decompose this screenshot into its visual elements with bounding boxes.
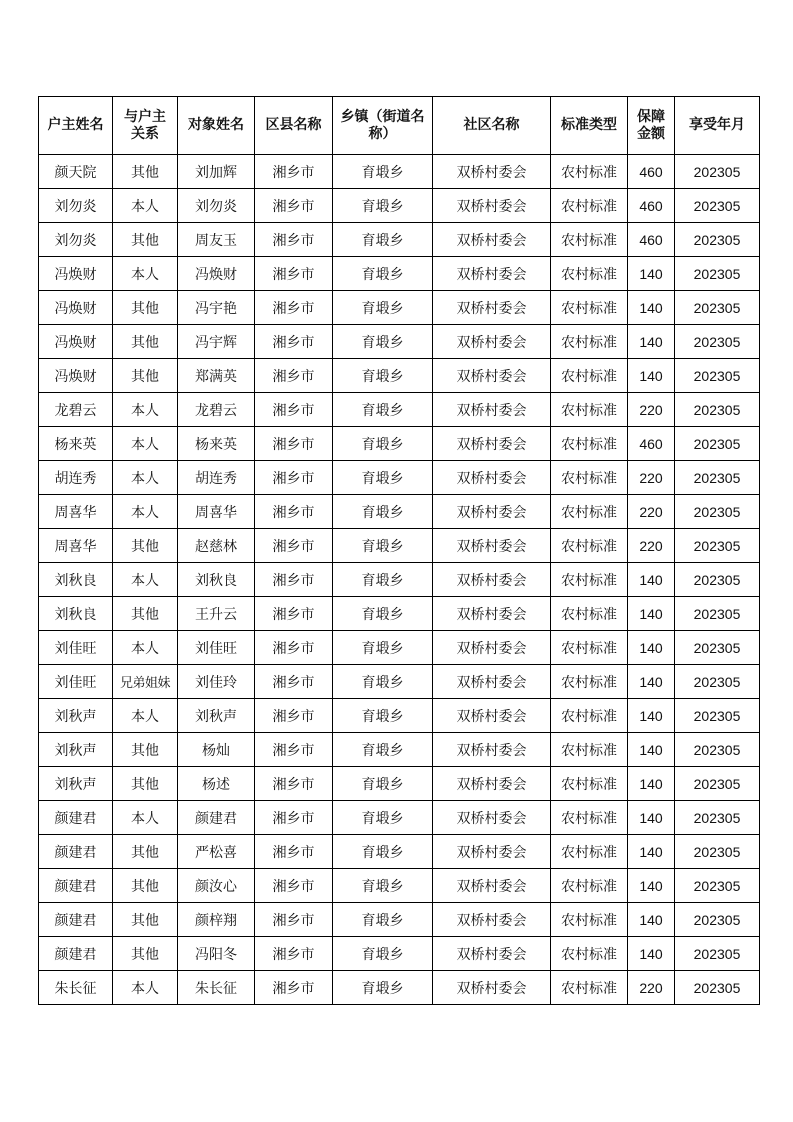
month-cell: 202305	[675, 529, 760, 563]
township-cell: 育塅乡	[333, 461, 433, 495]
county-cell: 湘乡市	[255, 597, 333, 631]
community-cell: 双桥村委会	[433, 665, 551, 699]
county-cell: 湘乡市	[255, 835, 333, 869]
township-cell: 育塅乡	[333, 597, 433, 631]
month-cell: 202305	[675, 631, 760, 665]
table-row	[39, 835, 760, 869]
month-cell: 202305	[675, 291, 760, 325]
householder-name-cell: 颜建君	[39, 869, 113, 903]
amount-cell: 140	[628, 835, 675, 869]
standard-type-cell: 农村标准	[551, 767, 628, 801]
township-cell: 育塅乡	[333, 937, 433, 971]
recipient-name-cell: 刘秋良	[178, 563, 255, 597]
relationship-cell: 本人	[113, 393, 178, 427]
table-row	[39, 291, 760, 325]
recipient-name-cell: 周喜华	[178, 495, 255, 529]
table-row	[39, 801, 760, 835]
table-row	[39, 937, 760, 971]
householder-name-cell: 刘秋声	[39, 699, 113, 733]
community-cell: 双桥村委会	[433, 461, 551, 495]
community-cell: 双桥村委会	[433, 869, 551, 903]
householder-name-cell: 刘勿炎	[39, 223, 113, 257]
householder-name-cell: 刘秋良	[39, 563, 113, 597]
col-header-amount: 保障金额	[628, 97, 675, 155]
county-cell: 湘乡市	[255, 903, 333, 937]
table-header-row	[39, 97, 760, 155]
community-cell: 双桥村委会	[433, 597, 551, 631]
standard-type-cell: 农村标准	[551, 869, 628, 903]
amount-cell: 220	[628, 529, 675, 563]
relationship-cell: 其他	[113, 937, 178, 971]
community-cell: 双桥村委会	[433, 937, 551, 971]
amount-cell: 220	[628, 393, 675, 427]
township-cell: 育塅乡	[333, 189, 433, 223]
community-cell: 双桥村委会	[433, 971, 551, 1005]
standard-type-cell: 农村标准	[551, 835, 628, 869]
county-cell: 湘乡市	[255, 155, 333, 189]
amount-cell: 140	[628, 325, 675, 359]
county-cell: 湘乡市	[255, 291, 333, 325]
recipient-name-cell: 郑满英	[178, 359, 255, 393]
month-cell: 202305	[675, 869, 760, 903]
recipient-name-cell: 刘加辉	[178, 155, 255, 189]
householder-name-cell: 颜天院	[39, 155, 113, 189]
relationship-cell: 其他	[113, 155, 178, 189]
county-cell: 湘乡市	[255, 529, 333, 563]
standard-type-cell: 农村标准	[551, 427, 628, 461]
amount-cell: 140	[628, 937, 675, 971]
standard-type-cell: 农村标准	[551, 801, 628, 835]
community-cell: 双桥村委会	[433, 359, 551, 393]
relationship-cell: 其他	[113, 325, 178, 359]
relationship-cell: 本人	[113, 189, 178, 223]
amount-cell: 140	[628, 869, 675, 903]
table-row	[39, 495, 760, 529]
month-cell: 202305	[675, 733, 760, 767]
month-cell: 202305	[675, 325, 760, 359]
county-cell: 湘乡市	[255, 393, 333, 427]
standard-type-cell: 农村标准	[551, 291, 628, 325]
county-cell: 湘乡市	[255, 495, 333, 529]
community-cell: 双桥村委会	[433, 699, 551, 733]
table-row	[39, 903, 760, 937]
month-cell: 202305	[675, 189, 760, 223]
householder-name-cell: 刘佳旺	[39, 665, 113, 699]
recipient-name-cell: 颜梓翔	[178, 903, 255, 937]
table-row	[39, 155, 760, 189]
relationship-cell: 本人	[113, 257, 178, 291]
standard-type-cell: 农村标准	[551, 563, 628, 597]
table-row	[39, 665, 760, 699]
township-cell: 育塅乡	[333, 155, 433, 189]
householder-name-cell: 龙碧云	[39, 393, 113, 427]
table-row	[39, 767, 760, 801]
community-cell: 双桥村委会	[433, 393, 551, 427]
table-row	[39, 325, 760, 359]
month-cell: 202305	[675, 665, 760, 699]
standard-type-cell: 农村标准	[551, 631, 628, 665]
table-row	[39, 971, 760, 1005]
table-body	[39, 155, 760, 1005]
recipient-name-cell: 冯焕财	[178, 257, 255, 291]
month-cell: 202305	[675, 835, 760, 869]
month-cell: 202305	[675, 597, 760, 631]
month-cell: 202305	[675, 427, 760, 461]
relationship-cell: 其他	[113, 869, 178, 903]
county-cell: 湘乡市	[255, 189, 333, 223]
recipient-name-cell: 冯阳冬	[178, 937, 255, 971]
county-cell: 湘乡市	[255, 665, 333, 699]
householder-name-cell: 冯焕财	[39, 359, 113, 393]
township-cell: 育塅乡	[333, 393, 433, 427]
month-cell: 202305	[675, 359, 760, 393]
month-cell: 202305	[675, 699, 760, 733]
amount-cell: 220	[628, 461, 675, 495]
col-header-relationship: 与户主关系	[113, 97, 178, 155]
county-cell: 湘乡市	[255, 359, 333, 393]
householder-name-cell: 周喜华	[39, 529, 113, 563]
county-cell: 湘乡市	[255, 801, 333, 835]
relationship-cell: 其他	[113, 733, 178, 767]
amount-cell: 140	[628, 801, 675, 835]
community-cell: 双桥村委会	[433, 495, 551, 529]
householder-name-cell: 颜建君	[39, 903, 113, 937]
standard-type-cell: 农村标准	[551, 461, 628, 495]
relationship-cell: 其他	[113, 903, 178, 937]
standard-type-cell: 农村标准	[551, 529, 628, 563]
community-cell: 双桥村委会	[433, 733, 551, 767]
col-header-recipient-name: 对象姓名	[178, 97, 255, 155]
table-row	[39, 223, 760, 257]
month-cell: 202305	[675, 937, 760, 971]
county-cell: 湘乡市	[255, 257, 333, 291]
relationship-cell: 本人	[113, 699, 178, 733]
county-cell: 湘乡市	[255, 461, 333, 495]
recipient-name-cell: 颜汝心	[178, 869, 255, 903]
month-cell: 202305	[675, 257, 760, 291]
county-cell: 湘乡市	[255, 733, 333, 767]
amount-cell: 460	[628, 155, 675, 189]
table-row	[39, 733, 760, 767]
community-cell: 双桥村委会	[433, 801, 551, 835]
amount-cell: 140	[628, 257, 675, 291]
standard-type-cell: 农村标准	[551, 495, 628, 529]
table-row	[39, 461, 760, 495]
community-cell: 双桥村委会	[433, 291, 551, 325]
amount-cell: 140	[628, 291, 675, 325]
community-cell: 双桥村委会	[433, 155, 551, 189]
col-header-county: 区县名称	[255, 97, 333, 155]
township-cell: 育塅乡	[333, 699, 433, 733]
community-cell: 双桥村委会	[433, 835, 551, 869]
relationship-cell: 本人	[113, 971, 178, 1005]
county-cell: 湘乡市	[255, 631, 333, 665]
recipient-name-cell: 胡连秀	[178, 461, 255, 495]
recipient-name-cell: 朱长征	[178, 971, 255, 1005]
recipient-name-cell: 龙碧云	[178, 393, 255, 427]
recipient-name-cell: 杨来英	[178, 427, 255, 461]
month-cell: 202305	[675, 801, 760, 835]
recipient-name-cell: 王升云	[178, 597, 255, 631]
standard-type-cell: 农村标准	[551, 359, 628, 393]
householder-name-cell: 刘勿炎	[39, 189, 113, 223]
county-cell: 湘乡市	[255, 937, 333, 971]
householder-name-cell: 杨来英	[39, 427, 113, 461]
amount-cell: 140	[628, 563, 675, 597]
recipient-name-cell: 刘秋声	[178, 699, 255, 733]
township-cell: 育塅乡	[333, 359, 433, 393]
month-cell: 202305	[675, 393, 760, 427]
community-cell: 双桥村委会	[433, 631, 551, 665]
month-cell: 202305	[675, 223, 760, 257]
community-cell: 双桥村委会	[433, 563, 551, 597]
table-row	[39, 189, 760, 223]
month-cell: 202305	[675, 767, 760, 801]
community-cell: 双桥村委会	[433, 903, 551, 937]
standard-type-cell: 农村标准	[551, 699, 628, 733]
community-cell: 双桥村委会	[433, 529, 551, 563]
amount-cell: 140	[628, 699, 675, 733]
householder-name-cell: 颜建君	[39, 835, 113, 869]
community-cell: 双桥村委会	[433, 257, 551, 291]
relationship-cell: 其他	[113, 223, 178, 257]
householder-name-cell: 刘秋声	[39, 733, 113, 767]
table-row	[39, 427, 760, 461]
amount-cell: 460	[628, 223, 675, 257]
standard-type-cell: 农村标准	[551, 903, 628, 937]
relationship-cell: 本人	[113, 461, 178, 495]
recipient-name-cell: 颜建君	[178, 801, 255, 835]
relationship-cell: 本人	[113, 631, 178, 665]
table-row	[39, 631, 760, 665]
community-cell: 双桥村委会	[433, 767, 551, 801]
recipient-name-cell: 杨灿	[178, 733, 255, 767]
table-row	[39, 869, 760, 903]
householder-name-cell: 刘秋良	[39, 597, 113, 631]
recipient-name-cell: 周友玉	[178, 223, 255, 257]
relationship-cell: 其他	[113, 597, 178, 631]
month-cell: 202305	[675, 971, 760, 1005]
col-header-standard-type: 标准类型	[551, 97, 628, 155]
householder-name-cell: 刘秋声	[39, 767, 113, 801]
table-row	[39, 393, 760, 427]
standard-type-cell: 农村标准	[551, 325, 628, 359]
householder-name-cell: 颜建君	[39, 801, 113, 835]
relationship-cell: 其他	[113, 835, 178, 869]
householder-name-cell: 冯焕财	[39, 291, 113, 325]
amount-cell: 140	[628, 631, 675, 665]
township-cell: 育塅乡	[333, 257, 433, 291]
recipient-name-cell: 刘佳玲	[178, 665, 255, 699]
county-cell: 湘乡市	[255, 427, 333, 461]
township-cell: 育塅乡	[333, 563, 433, 597]
amount-cell: 460	[628, 189, 675, 223]
standard-type-cell: 农村标准	[551, 597, 628, 631]
community-cell: 双桥村委会	[433, 325, 551, 359]
amount-cell: 220	[628, 495, 675, 529]
county-cell: 湘乡市	[255, 767, 333, 801]
standard-type-cell: 农村标准	[551, 155, 628, 189]
relationship-cell: 兄弟姐妹	[113, 665, 178, 699]
county-cell: 湘乡市	[255, 971, 333, 1005]
township-cell: 育塅乡	[333, 427, 433, 461]
relationship-cell: 本人	[113, 495, 178, 529]
col-header-householder-name: 户主姓名	[39, 97, 113, 155]
township-cell: 育塅乡	[333, 495, 433, 529]
community-cell: 双桥村委会	[433, 427, 551, 461]
amount-cell: 460	[628, 427, 675, 461]
relationship-cell: 本人	[113, 563, 178, 597]
township-cell: 育塅乡	[333, 835, 433, 869]
township-cell: 育塅乡	[333, 631, 433, 665]
table-row	[39, 359, 760, 393]
amount-cell: 140	[628, 665, 675, 699]
township-cell: 育塅乡	[333, 529, 433, 563]
relationship-cell: 其他	[113, 291, 178, 325]
county-cell: 湘乡市	[255, 325, 333, 359]
month-cell: 202305	[675, 461, 760, 495]
township-cell: 育塅乡	[333, 971, 433, 1005]
amount-cell: 140	[628, 733, 675, 767]
relationship-cell: 其他	[113, 529, 178, 563]
relationship-cell: 本人	[113, 427, 178, 461]
recipient-name-cell: 严松喜	[178, 835, 255, 869]
table-row	[39, 597, 760, 631]
amount-cell: 140	[628, 359, 675, 393]
beneficiary-table-container	[38, 96, 760, 1005]
community-cell: 双桥村委会	[433, 223, 551, 257]
county-cell: 湘乡市	[255, 699, 333, 733]
township-cell: 育塅乡	[333, 869, 433, 903]
month-cell: 202305	[675, 563, 760, 597]
recipient-name-cell: 赵慈林	[178, 529, 255, 563]
standard-type-cell: 农村标准	[551, 257, 628, 291]
amount-cell: 140	[628, 597, 675, 631]
standard-type-cell: 农村标准	[551, 393, 628, 427]
beneficiary-table	[38, 96, 760, 1005]
householder-name-cell: 冯焕财	[39, 257, 113, 291]
recipient-name-cell: 冯宇辉	[178, 325, 255, 359]
householder-name-cell: 朱长征	[39, 971, 113, 1005]
township-cell: 育塅乡	[333, 291, 433, 325]
householder-name-cell: 刘佳旺	[39, 631, 113, 665]
col-header-community: 社区名称	[433, 97, 551, 155]
county-cell: 湘乡市	[255, 223, 333, 257]
recipient-name-cell: 杨述	[178, 767, 255, 801]
col-header-month: 享受年月	[675, 97, 760, 155]
month-cell: 202305	[675, 155, 760, 189]
township-cell: 育塅乡	[333, 665, 433, 699]
county-cell: 湘乡市	[255, 869, 333, 903]
community-cell: 双桥村委会	[433, 189, 551, 223]
standard-type-cell: 农村标准	[551, 937, 628, 971]
recipient-name-cell: 冯宇艳	[178, 291, 255, 325]
county-cell: 湘乡市	[255, 563, 333, 597]
relationship-cell: 其他	[113, 767, 178, 801]
standard-type-cell: 农村标准	[551, 223, 628, 257]
amount-cell: 140	[628, 903, 675, 937]
township-cell: 育塅乡	[333, 903, 433, 937]
amount-cell: 220	[628, 971, 675, 1005]
standard-type-cell: 农村标准	[551, 665, 628, 699]
householder-name-cell: 冯焕财	[39, 325, 113, 359]
table-row	[39, 563, 760, 597]
relationship-cell: 本人	[113, 801, 178, 835]
table-row	[39, 699, 760, 733]
amount-cell: 140	[628, 767, 675, 801]
recipient-name-cell: 刘勿炎	[178, 189, 255, 223]
standard-type-cell: 农村标准	[551, 733, 628, 767]
householder-name-cell: 胡连秀	[39, 461, 113, 495]
standard-type-cell: 农村标准	[551, 971, 628, 1005]
month-cell: 202305	[675, 903, 760, 937]
relationship-cell: 其他	[113, 359, 178, 393]
householder-name-cell: 颜建君	[39, 937, 113, 971]
month-cell: 202305	[675, 495, 760, 529]
township-cell: 育塅乡	[333, 801, 433, 835]
township-cell: 育塅乡	[333, 733, 433, 767]
col-header-township: 乡镇（街道名称）	[333, 97, 433, 155]
table-row	[39, 257, 760, 291]
householder-name-cell: 周喜华	[39, 495, 113, 529]
township-cell: 育塅乡	[333, 325, 433, 359]
standard-type-cell: 农村标准	[551, 189, 628, 223]
township-cell: 育塅乡	[333, 223, 433, 257]
township-cell: 育塅乡	[333, 767, 433, 801]
recipient-name-cell: 刘佳旺	[178, 631, 255, 665]
table-row	[39, 529, 760, 563]
